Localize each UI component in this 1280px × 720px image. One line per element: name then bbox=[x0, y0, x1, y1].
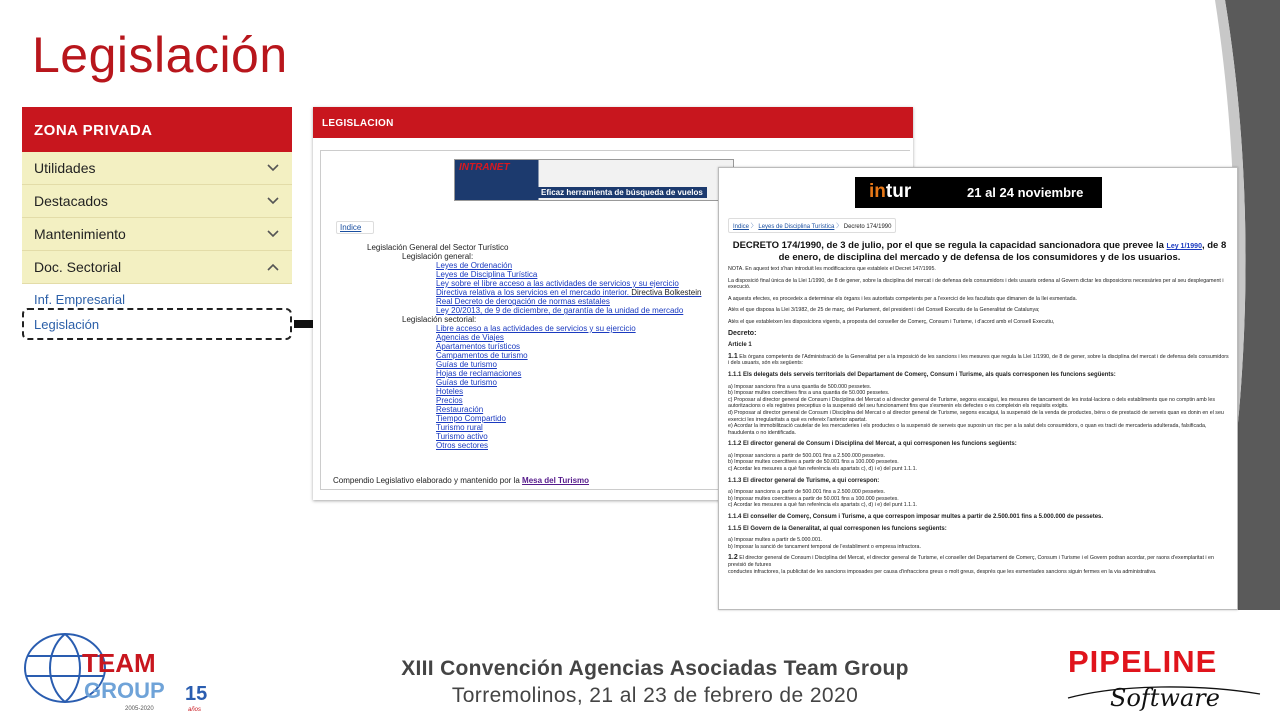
paragraph: NOTA. En aquest text s'han introduït les modificacions que estableix el Decret 147/1995. bbox=[728, 266, 936, 272]
legislation-tree bbox=[367, 243, 701, 450]
mesa-turismo-link[interactable]: Mesa del Turismo bbox=[522, 476, 590, 485]
chevron-down-icon bbox=[266, 194, 280, 208]
page-title: Legislación bbox=[32, 27, 288, 83]
tree-link[interactable]: Restauración bbox=[436, 405, 484, 414]
tree-link[interactable]: Guías de turismo bbox=[436, 378, 497, 387]
panel-footer bbox=[333, 476, 589, 485]
section-heading: 1.1.5 El Govern de la Generalitat, al qual corresponen les funcions següents: bbox=[728, 525, 947, 532]
tree-link[interactable]: Ley 20/2013, de 9 de diciembre, de garantía de la unidad de mercado bbox=[436, 306, 684, 315]
tree-link-text[interactable]: Directiva relativa a los servicios en el mercado interior. bbox=[436, 288, 629, 297]
tree-link[interactable]: Libre acceso a las actividades de servicios y su ejercicio bbox=[436, 324, 636, 333]
svg-text:años: años bbox=[188, 707, 202, 713]
paragraph: a) Imposar multes a partir de 5.000.001. b) Imposar la sanció de tancament temporal de l'establiment o empresa infractora. bbox=[728, 537, 921, 550]
section-heading: 1.1.2 El director general de Consum i Disciplina del Mercat, a qui corresponen les funcions següents: bbox=[728, 441, 1017, 448]
tree-root: Legislación General del Sector Turístico bbox=[367, 243, 509, 252]
breadcrumb-link[interactable]: Leyes de Disciplina Turística bbox=[758, 224, 835, 230]
convention-title: XIII Convención Agencias Asociadas Team Group bbox=[401, 657, 909, 680]
svg-text:15: 15 bbox=[185, 683, 208, 705]
chevron-down-icon bbox=[266, 161, 280, 175]
breadcrumb-current: Decreto 174/1990 bbox=[843, 224, 892, 230]
convention-subtitle: Torremolinos, 21 al 23 de febrero de 2020 bbox=[451, 684, 859, 707]
tree-group-general: Legislación general: bbox=[402, 252, 474, 261]
paragraph: Atès el que estableixen les disposicions vigents, a proposta del conseller de Comerç, Consum i Turisme, i d'acord amb el Consell Executiu, bbox=[728, 318, 1055, 325]
chevron-up-icon bbox=[266, 260, 280, 274]
paragraph: a) Imposar sancions a partir de 500.001 fins a 2.500.000 pessetes. b) Imposar multes coercitives a partir de 50.001 fins a 100.000 pessetes. c) Acordar les mesures a què fan referència els apartats c), d) i e) del punt 1.1.1. bbox=[728, 452, 918, 473]
tree-link[interactable]: Precios bbox=[436, 396, 463, 405]
decree-title: DECRETO 174/1990, de 3 de julio, por el que se regula la capacidad sancionadora que prevee la Ley 1/1990, de 8 de enero, de disciplina del mercado y de defensa de los consumidores y de los usuarios. bbox=[732, 240, 1227, 263]
panel-header: LEGISLACION bbox=[313, 107, 913, 138]
sidebar-link-inf-empresarial[interactable]: Inf. Empresarial bbox=[34, 292, 126, 307]
sidebar bbox=[22, 107, 292, 332]
svg-text:PIPELINE: PIPELINE bbox=[1068, 644, 1218, 679]
footer-text: Compendio Legislativo elaborado y mantenido por la bbox=[333, 476, 520, 485]
chevron-down-icon bbox=[266, 227, 280, 241]
decree-document bbox=[718, 167, 1238, 610]
tree-link[interactable]: Real Decreto de derogación de normas estatales bbox=[436, 297, 610, 306]
svg-text:Software: Software bbox=[1110, 684, 1220, 712]
intur-logo: intur bbox=[869, 181, 912, 202]
intur-dates: 21 al 24 noviembre bbox=[967, 185, 1084, 200]
section-heading: 1.1.3 El director general de Turisme, a qui correspon: bbox=[728, 477, 880, 484]
pipeline-software-logo bbox=[1060, 640, 1270, 715]
decree-body bbox=[728, 266, 1231, 580]
banner-slogan: Eficaz herramienta de búsqueda de vuelos bbox=[537, 187, 707, 198]
sidebar-item-destacados[interactable] bbox=[22, 185, 292, 218]
tree-link[interactable]: Turismo activo bbox=[436, 432, 488, 441]
sidebar-header: ZONA PRIVADA bbox=[22, 107, 292, 152]
banner-brand: INTRANET bbox=[459, 162, 510, 173]
tree-link[interactable]: Hojas de reclamaciones bbox=[436, 369, 522, 378]
tree-link[interactable]: Hoteles bbox=[436, 387, 464, 396]
intur-banner[interactable] bbox=[855, 177, 1102, 208]
ley-link[interactable]: Ley 1/1990 bbox=[1166, 243, 1202, 250]
section-heading: 1.1.4 El conseller de Comerç, Consum i Turisme, a que correspon imposar multes a partir de 2.500.001 fins a 5.000.000 de pessetes. bbox=[728, 514, 1104, 521]
doc-breadcrumb: Indice 〉 Leyes de Disciplina Turística 〉 Decreto 174/1990 bbox=[728, 218, 896, 233]
tree-link[interactable]: Tiempo Compartido bbox=[436, 414, 506, 423]
team-group-logo bbox=[20, 630, 220, 715]
tree-link-directiva[interactable] bbox=[367, 288, 701, 297]
tree-link[interactable]: Apartamentos turísticos bbox=[436, 342, 521, 351]
paragraph: 1.2 El director general de Consum i Disciplina del Mercat, el director general de Turisme, el conseller del Departament de Comerç, Consum i Turisme i el Govern podran acordar, per raons d'exemplaritat i en previsió de futures conductes infractores, la publicitat de les sancions imposades per causa d'infraccions greus o molt greus, després que les esmentades sancions siguin fermes en la via administrativa. bbox=[728, 554, 1214, 575]
tree-link[interactable]: Guías de turismo bbox=[436, 360, 497, 369]
tree-link[interactable]: Turismo rural bbox=[436, 423, 483, 432]
tree-link[interactable]: Leyes de Ordenación bbox=[436, 261, 513, 270]
tree-group-sectorial: Legislación sectorial: bbox=[402, 315, 477, 324]
tree-note: Directiva Bolkestein bbox=[631, 288, 702, 297]
tree-link[interactable]: Otros sectores bbox=[436, 441, 489, 450]
sidebar-item-utilidades[interactable] bbox=[22, 152, 292, 185]
paragraph: La disposició final única de la Llei 1/1990, de 8 de gener, sobre la disciplina del mercat i de defensa dels consumidors i dels usuaris ordena al Govern dictar les disposicions necessàries per al seu desplegament i execució. bbox=[728, 277, 1224, 291]
tree-link[interactable]: Agencias de Viajes bbox=[436, 333, 504, 342]
svg-text:2005-2020: 2005-2020 bbox=[125, 706, 154, 712]
breadcrumb[interactable]: Indice bbox=[336, 221, 374, 234]
sidebar-item-label: Doc. Sectorial bbox=[34, 259, 122, 275]
sidebar-item-label: Utilidades bbox=[34, 160, 96, 176]
tree-link[interactable]: Ley sobre el libre acceso a las actividades de servicios y su ejercicio bbox=[436, 279, 679, 288]
section-heading: 1.1.1 Els delegats dels serveis territorials del Departament de Comerç, Consum i Turisme, als quals corresponen les funcions següents: bbox=[728, 371, 1116, 378]
tree-link[interactable]: Leyes de Disciplina Turística bbox=[436, 270, 538, 279]
svg-text:TEAM: TEAM bbox=[82, 648, 156, 678]
paragraph: a) Imposar sancions fins a una quantia de 500.000 pessetes. b) Imposar multes coercitives fins a una quantia de 50.000 pessetes. c) Proposar al director general de Consum i Disciplina del Mercat o al director general de Turisme, segons escaigui, les mesures de tancament de les instal·lacions o dels establiments que no comptin amb les autoritzacions o els registres preceptius o la suspensió del seu funcionament fins que s'esmenin els defectes o es compleixin els requisits exigits. d) Proposar al director general de Consum i Disciplina del Mercat o al director general de Turisme, segons escaigui, la suspensió de la venda de productes, béns o de prestació de serveis quan es donin en el seu exercici les irregularitats a què es refereix l'anterior apartat. e) Acordar la immobilització cautelar de les mercaderies i els productes o la suspensió de serveis que suposin un risc per a la salut dels consumidors, o quan es tracti de mercaderia adulterada, falsificada, fraudulenta o no identificada. bbox=[728, 383, 1224, 436]
sidebar-item-label: Mantenimiento bbox=[34, 226, 126, 242]
paragraph: A aquests efectes, es procedeix a determinar els òrgans i les autoritats competents per a l'exercici de les facultats que dimanen de la llei esmentada. bbox=[728, 295, 1078, 302]
sidebar-item-doc-sectorial[interactable] bbox=[22, 251, 292, 284]
tree-link[interactable]: Campamentos de turismo bbox=[436, 351, 528, 360]
article-heading: Article 1 bbox=[728, 342, 752, 349]
decreto-heading: Decreto: bbox=[728, 329, 757, 337]
paragraph: a) Imposar sancions a partir de 500.001 fins a 2.500.000 pessetes. b) Imposar multes coercitives a partir de 50.001 fins a 100.000 pessetes. c) Acordar les mesures a què fan referència els apartats c), d) i e) del punt 1.1.1. bbox=[728, 489, 918, 509]
sidebar-item-label: Destacados bbox=[34, 193, 108, 209]
intranet-banner[interactable] bbox=[454, 159, 734, 201]
paragraph: 1.1 Els òrgans competents de l'Administració de la Generalitat per a la imposició de les sancions i les mesures que regula la Llei 1/1990, de 8 de gener, sobre la disciplina del mercat i de defensa dels consumidors i dels usuaris, són els següents: bbox=[728, 352, 1229, 367]
svg-text:GROUP: GROUP bbox=[84, 678, 165, 703]
sidebar-item-mantenimiento[interactable] bbox=[22, 218, 292, 251]
breadcrumb-link[interactable]: Indice bbox=[733, 224, 750, 230]
sidebar-link-legislacion[interactable]: Legislación bbox=[22, 308, 292, 340]
paragraph: Atès el que disposa la Llei 3/1982, de 25 de març, del Parlament, del president i del Consell Executiu de la Generalitat de Catalunya; bbox=[728, 307, 1040, 314]
